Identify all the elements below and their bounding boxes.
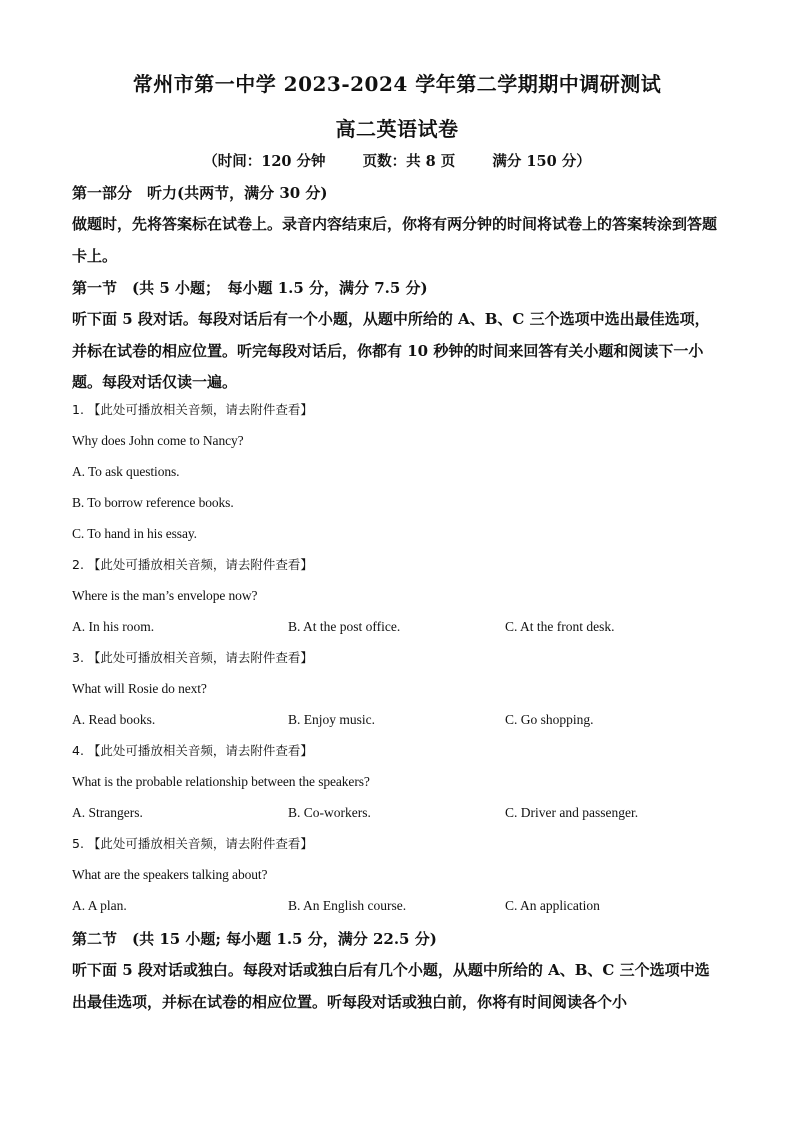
option-c: C. At the front desk. xyxy=(505,619,615,634)
question-audio-note: 4. 【此处可播放相关音频，请去附件查看】 xyxy=(72,743,313,758)
question-item xyxy=(72,394,722,549)
section2-instruction: 听下面 5 段对话或独白。每段对话或独白后有几个小题，从题中所给的 A、B、C 三个选项中选出最佳选项，并标在试卷的相应位置。听每段对话或独白前，你将有时间阅读各个小 xyxy=(72,961,710,1011)
part1-heading: 第一部分 听力(共两节，满分 30 分) xyxy=(72,184,328,202)
option-a: A. To ask questions. xyxy=(72,464,180,479)
exam-title: 常州市第一中学 2023-2024 学年第二学期期中调研测试 xyxy=(132,72,662,96)
option-b: B. An English course. xyxy=(288,898,407,913)
question-item xyxy=(72,549,722,642)
question-list xyxy=(72,394,722,921)
exam-pages: 页数：共 8 页 xyxy=(362,153,456,170)
question-text: What is the probable relationship between the speakers? xyxy=(72,774,370,789)
option-b: B. To borrow reference books. xyxy=(72,495,234,510)
question-text: What are the speakers talking about? xyxy=(72,867,268,882)
question-text: Where is the man’s envelope now? xyxy=(72,588,258,603)
part1-instruction: 做题时，先将答案标在试卷上。录音内容结束后，你将有两分钟的时间将试卷上的答案转涂到答题卡上。 xyxy=(72,215,718,265)
question-audio-note: 3. 【此处可播放相关音频，请去附件查看】 xyxy=(72,650,313,665)
question-audio-note: 5. 【此处可播放相关音频，请去附件查看】 xyxy=(72,836,313,851)
option-b: B. Enjoy music. xyxy=(288,712,375,727)
option-b: B. At the post office. xyxy=(288,619,401,634)
option-a: A. Read books. xyxy=(72,712,156,727)
exam-time: （时间：120 分钟 xyxy=(203,153,326,170)
options-row xyxy=(72,797,722,828)
exam-meta xyxy=(0,150,794,171)
section1-heading: 第一节 (共 5 小题； 每小题 1.5 分，满分 7.5 分) xyxy=(72,279,428,297)
option-a: A. Strangers. xyxy=(72,805,143,820)
exam-score: 满分 150 分） xyxy=(492,153,591,170)
part1 xyxy=(72,177,722,399)
question-text: Why does John come to Nancy? xyxy=(72,433,244,448)
option-c: C. Driver and passenger. xyxy=(505,805,639,820)
option-c: C. To hand in his essay. xyxy=(72,526,197,541)
options-row xyxy=(72,890,722,921)
question-audio-note: 1. 【此处可播放相关音频，请去附件查看】 xyxy=(72,402,313,417)
option-c: C. Go shopping. xyxy=(505,712,594,727)
section2 xyxy=(72,923,722,1018)
option-a: A. In his room. xyxy=(72,619,155,634)
option-c: C. An application xyxy=(505,898,600,913)
question-text: What will Rosie do next? xyxy=(72,681,207,696)
question-item xyxy=(72,828,722,921)
option-b: B. Co-workers. xyxy=(288,805,371,820)
question-item xyxy=(72,735,722,828)
section1-instruction: 听下面 5 段对话。每段对话后有一个小题，从题中所给的 A、B、C 三个选项中选出最佳选项，并标在试卷的相应位置。听完每段对话后，你都有 10 秒钟的时间来回答有关小题和阅读下一小题。每段对话仅读一遍。 xyxy=(72,310,710,391)
option-a: A. A plan. xyxy=(72,898,127,913)
options-row xyxy=(72,611,722,642)
question-item xyxy=(72,642,722,735)
options-row xyxy=(72,704,722,735)
section2-heading: 第二节 (共 15 小题; 每小题 1.5 分，满分 22.5 分) xyxy=(72,930,437,948)
exam-subtitle: 高二英语试卷 xyxy=(335,117,459,141)
question-audio-note: 2. 【此处可播放相关音频，请去附件查看】 xyxy=(72,557,313,572)
